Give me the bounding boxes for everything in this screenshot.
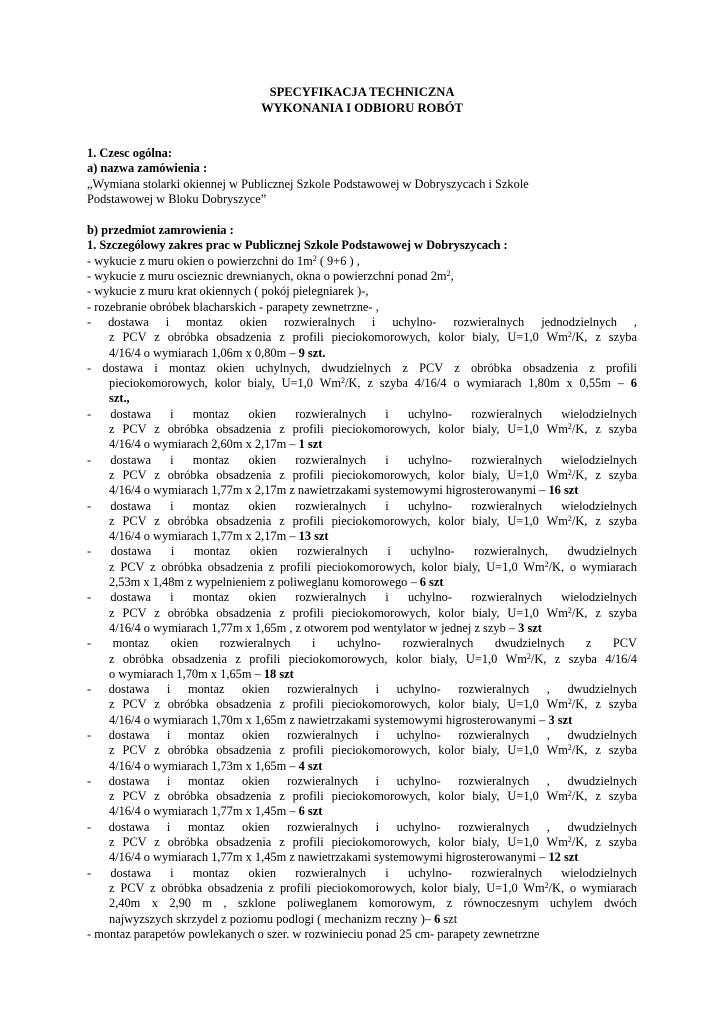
spec-item: - dostawa i montaz okien rozwieralnych i uchylno- rozwieralnych jednodzielnych , z PCV z obróbka obsadzenia z profili pieciokomorowych, kolor bialy, U=1,0 Wm$^2$/K, z szyba 4/16/4 o wymiarach 1,06m x 0,80m – 9 szt. bbox=[87, 314, 637, 360]
order-label: a) nazwa zamówienia : bbox=[87, 161, 208, 176]
title-line-1: SPECYFIKACJA TECHNICZNA bbox=[269, 85, 455, 99]
spec-item: - montaz okien rozwieralnych i uchylno- rozwieralnych dwudzielnych z PCV z obróbka obsadzenia z profili pieciokomorowych, kolor bialy, U=1,0 Wm$^2$/K, z szyba 4/16/4 o wymiarach 1,70m x 1,65m – 18 szt bbox=[87, 636, 637, 681]
order-name-line-2: Podstawowej w Bloku Dobryszyce” bbox=[87, 191, 267, 206]
spec-item: - dostawa i montaz okien rozwieralnych i uchylno- rozwieralnych , dwudzielnych z PCV z obróbka obsadzenia z profili pieciokomorowych, kolor bialy, U=1,0 Wm$^2$/K, z szyba 4/16/4 o wymiarach 1,73m x 1,65m – 4 szt bbox=[87, 727, 637, 773]
parapets-line: - montaz parapetów powlekanych o szer. w rozwinieciu ponad 25 cm- parapety zewnetrzne bbox=[87, 926, 540, 941]
spec-item: - dostawa i montaz okien uchylnych, dwudzielnych z PCV z obróbka obsadzenia z profili pieciokomorowych, kolor bialy, U=1,0 Wm$^2$/K, z szyba 4/16/4 o wymiarach 1,80m x 0,55m – 6 szt., bbox=[87, 360, 637, 406]
work-line: - rozebranie obróbek blacharskich - parapety zewnetrzne- , bbox=[87, 299, 379, 314]
work-line: - wykucie z muru oscieznic drewnianych, okna o powierzchni ponad $2m^2$, bbox=[87, 269, 454, 284]
spec-item: - dostawa i montaz okien rozwieralnych i uchylno- rozwieralnych wielodzielnych z PCV z obróbka obsadzenia z profili pieciokomorowych, kolor bialy, U=1,0 Wm$^2$/K, z szyba 4/16/4 o wymiarach 2,60m x 2,17m – 1 szt bbox=[87, 406, 637, 452]
title-line-2: WYKONANIA I ODBIORU ROBÓT bbox=[261, 101, 463, 115]
spec-item: - dostawa i montaz okien rozwieralnych i uchylno- rozwieralnych wielodzielnych z PCV z obróbka obsadzenia z profili pieciokomorowych, kolor bialy, U=1,0 Wm$^2$/K, o wymiarach 2,40m x 2,90 m , szklone poliweglanem komorowym, z równoczesnym uchylem dwóch najwyzszych skrzydel z poziomu podlogi ( mechanizm reczny )– 6 szt bbox=[87, 865, 637, 926]
spec-item: - dostawa i montaz okien rozwieralnych i uchylno- rozwieralnych , dwudzielnych z PCV z obróbka obsadzenia z profili pieciokomorowych, kolor bialy, U=1,0 Wm$^2$/K, z szyba 4/16/4 o wymiarach 1,70m x 1,65m z nawietrzakami systemowymi higrosterowanymi – 3 szt bbox=[87, 682, 637, 727]
spec-item: - dostawa i montaz okien rozwieralnych i uchylno- rozwieralnych , dwudzielnych z PCV z obróbka obsadzenia z profili pieciokomorowych, kolor bialy, U=1,0 Wm$^2$/K, z szyba 4/16/4 o wymiarach 1,77m x 1,45m – 6 szt bbox=[87, 773, 637, 819]
work-line: - wykucie z muru okien o powierzchni do $1m^2$ ( 9+6 ) , bbox=[87, 253, 360, 268]
spec-item: - dostawa i montaz okien rozwieralnych i uchylno- rozwieralnych wielodzielnych z PCV z obróbka obsadzenia z profili pieciokomorowych, kolor bialy, U=1,0 Wm$^2$/K, z szyba 4/16/4 o wymiarach 1,77m x 2,17m z nawietrzakami systemowymi higrosterowanymi – 16 szt bbox=[87, 452, 637, 498]
spec-item: - dostawa i montaz okien rozwieralnych i uchylno- rozwieralnych wielodzielnych z PCV z obróbka obsadzenia z profili pieciokomorowych, kolor bialy, U=1,0 Wm$^2$/K, z szyba 4/16/4 o wymiarach 1,77m x 1,65m , z otworem pod wentylator w jednej z szyb – 3 szt bbox=[87, 590, 637, 635]
order-name-line-1: „Wymiana stolarki okiennej w Publicznej Szkole Podstawowej w Dobryszycach i Szkole bbox=[87, 176, 529, 191]
document-title bbox=[87, 84, 637, 116]
section-heading: 1. Czesc ogólna: bbox=[87, 146, 172, 160]
spec-item: - dostawa i montaz okien rozwieralnych i uchylno- rozwieralnych, dwudzielnych z PCV z obróbka obsadzenia z profili pieciokomorowych, kolor bialy, U=1,0 Wm$^2$/K, o wymiarach 2,53m x 1,48m z wypelnieniem z poliweglanu komorowego – 6 szt bbox=[87, 544, 637, 590]
work-line: - wykucie z muru krat okiennych ( pokój pielegniarek )-, bbox=[87, 284, 369, 299]
subject-label: b) przedmiot zamrowienia : bbox=[87, 223, 234, 238]
spec-item: - dostawa i montaz okien rozwieralnych i uchylno- rozwieralnych wielodzielnych z PCV z obróbka obsadzenia z profili pieciokomorowych, kolor bialy, U=1,0 Wm$^2$/K, z szyba 4/16/4 o wymiarach 1,77m x 2,17m – 13 szt bbox=[87, 498, 637, 544]
spec-item: - dostawa i montaz okien rozwieralnych i uchylno- rozwieralnych , dwudzielnych z PCV z obróbka obsadzenia z profili pieciokomorowych, kolor bialy, U=1,0 Wm$^2$/K, z szyba 4/16/4 o wymiarach 1,77m x 1,45m z nawietrzakami systemowymi higrosterowanymi – 12 szt bbox=[87, 819, 637, 865]
scope-heading: 1. Szczególowy zakres prac w Publicznej Szkole Podstawowej w Dobryszycach : bbox=[87, 238, 508, 253]
